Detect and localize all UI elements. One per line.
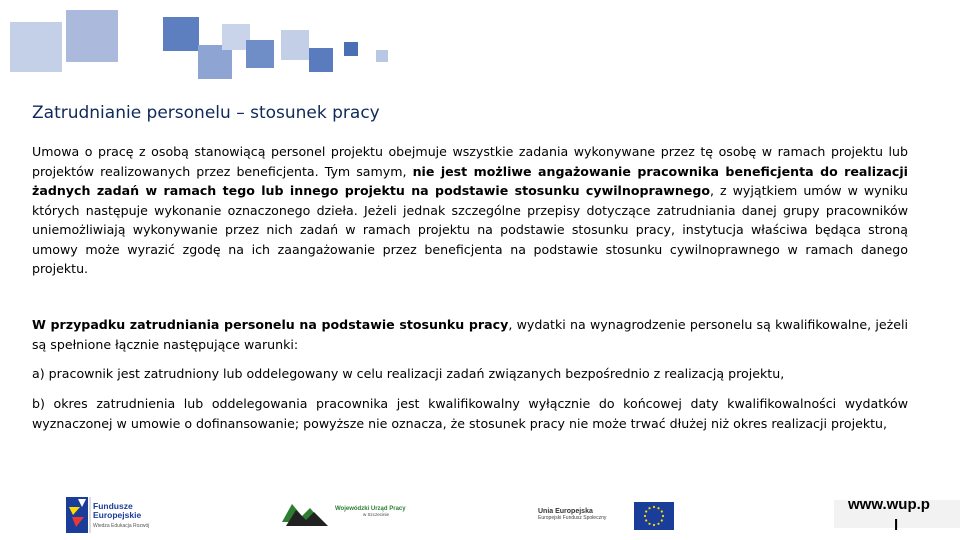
deco-square [246, 40, 274, 68]
eu-flag-icon [634, 502, 674, 530]
deco-square [163, 17, 199, 51]
deco-square [10, 22, 62, 72]
paragraph-employment-contract [32, 142, 908, 279]
fe-logo-subtext: Wiedza Edukacja Rozwój [93, 523, 150, 529]
ue-logo-subtext: Europejski Fundusz Społeczny [538, 515, 607, 521]
condition-item-a: a) pracownik jest zatrudniony lub oddelegowany w celu realizacji zadań związanych bezpośrednio z realizacją projektu, [32, 366, 785, 381]
website-url-continuation[interactable]: l [894, 517, 899, 534]
deco-square [344, 42, 358, 56]
paragraph-text: , wydatki na wynagrodzenie personelu są kwalifikowalne, jeżeli są spełnione łącznie następujące warunki: [32, 317, 909, 352]
deco-square [309, 48, 333, 72]
paragraph-text: Umowa o pracę z osobą stanowiącą personel projektu obejmuje wszystkie zadania wykonywane przez tę osobę w ramach projektu lub projektów realizowanych przez beneficjenta. Tym samym, [32, 144, 908, 179]
website-url[interactable]: www.wup.p [848, 496, 930, 513]
ue-logo-text: Unia Europejska [538, 508, 593, 515]
condition-item-b: b) okres zatrudnienia lub oddelegowania pracownika jest kwalifikowalny wyłącznie do końcowej daty kwalifikowalności wydatków wyznaczonej w umowie o dofinansowanie; powyższe nie oznacza, że stosunek pracy nie może trwać dłużej niż okres realizacji projektu, [32, 396, 908, 431]
deco-square [281, 30, 309, 60]
wup-logo-text: Wojewódzki Urząd Pracy [335, 506, 406, 512]
deco-square [376, 50, 388, 62]
paragraph-bold-text: nie jest możliwe angażowanie pracownika beneficjenta do realizacji żadnych zadań w ramach tego lub innego projektu na podstawie stosunku cywilnoprawnego [32, 163, 908, 198]
wup-logo [280, 498, 430, 530]
paragraph-conditions-intro [32, 315, 908, 354]
fe-logo-text: Fundusze [93, 501, 133, 511]
fundusze-europejskie-logo [66, 497, 186, 533]
wup-logo-subtext: w Szczecinie [363, 512, 390, 517]
deco-square [198, 45, 232, 79]
paragraph-text: , z wyjątkiem umów w wyniku których następuje wykonanie oznaczonego dzieła. Jeżeli jednak szczególne przepisy dotyczące zatrudniania danej grupy pracowników uniemożliwiają wykonywanie przez nich zadań w ramach projektu na podstawie stosunku pracy, instytucja właściwa będąca stroną umowy może wyrazić zgodę na ich zaangażowanie przez beneficjenta na podstawie stosunku cywilnoprawnego w ramach danego projektu. [32, 183, 908, 276]
wup-emblem-icon [280, 498, 332, 530]
deco-square [66, 10, 118, 62]
slide-title: Zatrudnianie personelu – stosunek pracy [32, 103, 380, 123]
paragraph-bold-text: W przypadku zatrudniania personelu na podstawie stosunku pracy [32, 317, 509, 332]
fe-logo-text: Europejskie [93, 510, 142, 520]
unia-europejska-logo [538, 500, 678, 532]
